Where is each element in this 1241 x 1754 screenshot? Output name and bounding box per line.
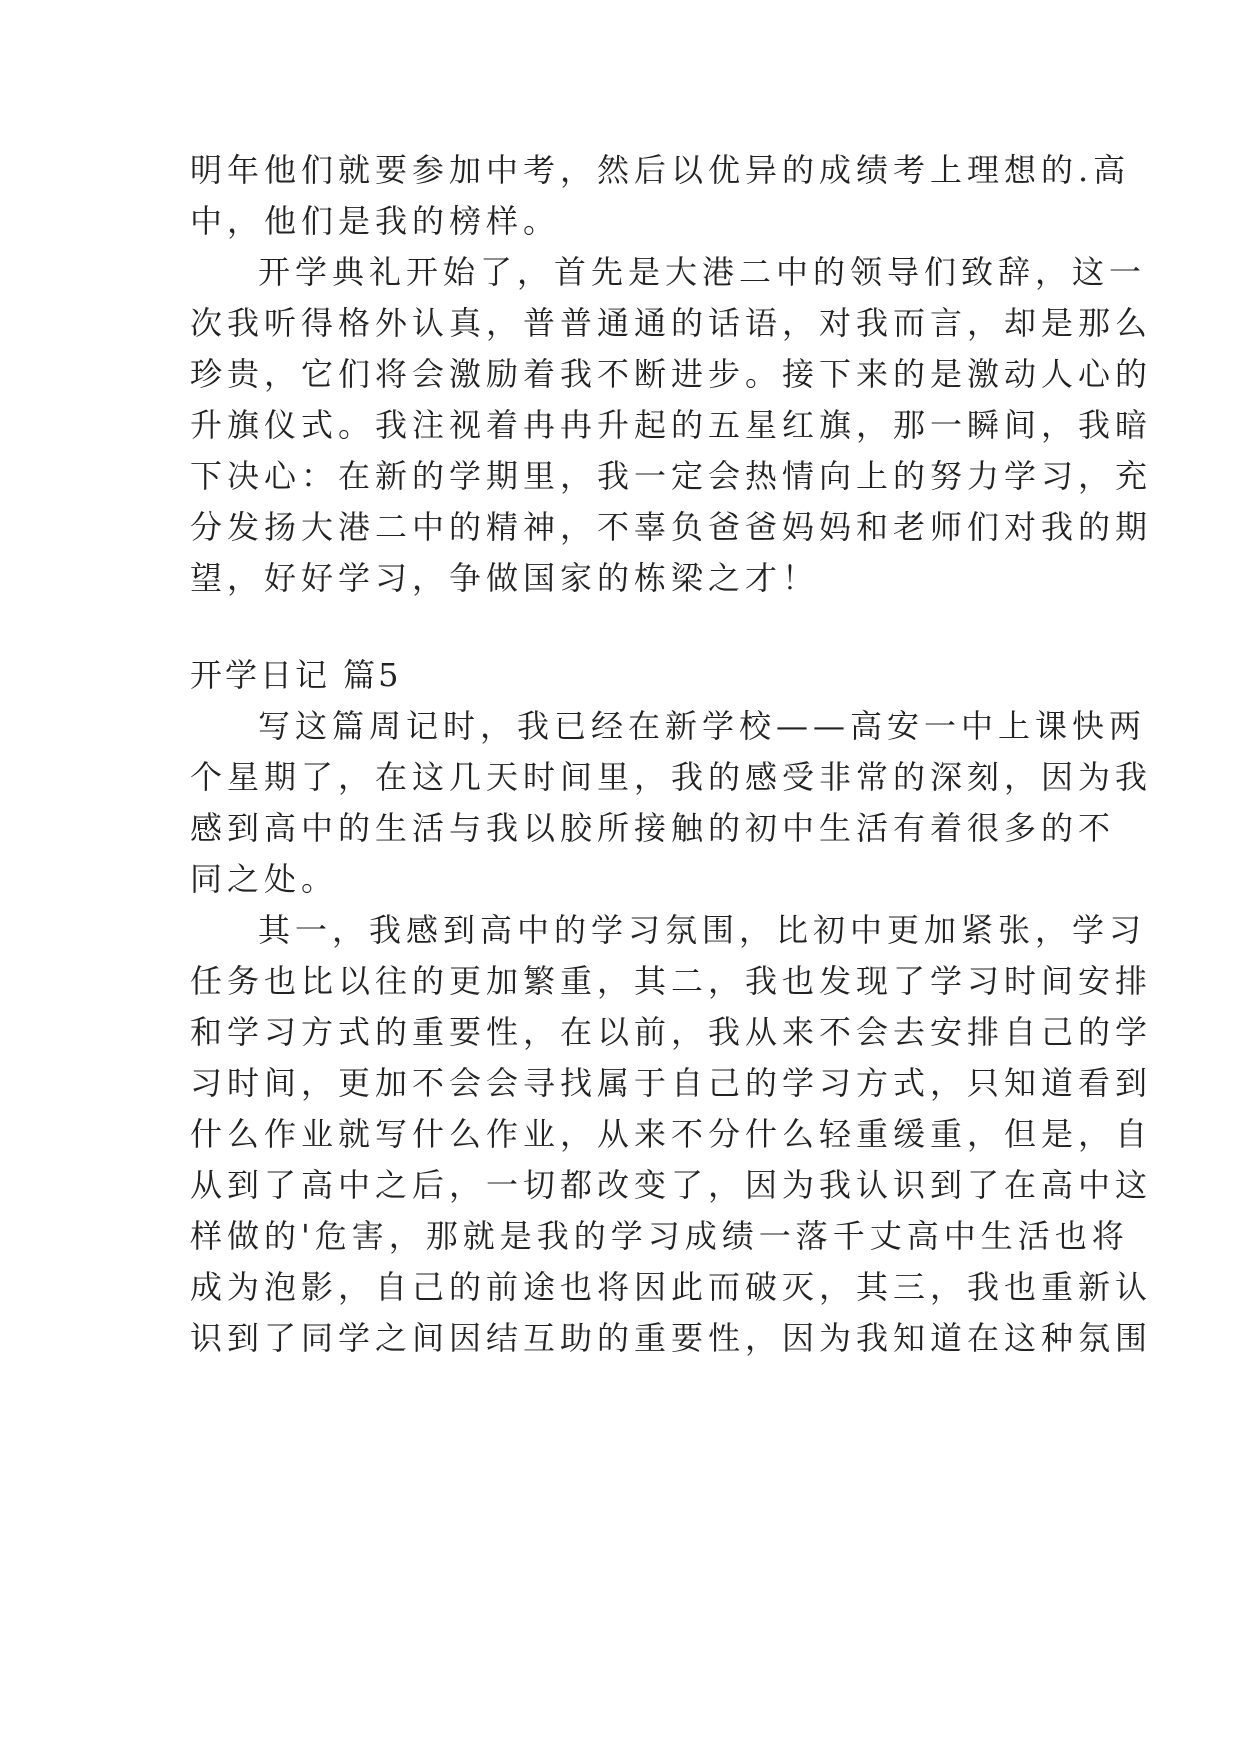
text-line: 望，好好学习，争做国家的栋梁之才！ [190, 559, 820, 597]
text-line: 下决心：在新的学期里，我一定会热情向上的努力学习，充 [190, 457, 1153, 495]
text-line: 成为泡影，自己的前途也将因此而破灭，其三，我也重新认 [190, 1268, 1153, 1306]
text-line: 识到了同学之间因结互助的重要性，因为我知道在这种氛围 [190, 1319, 1153, 1357]
text-line: 个星期了，在这几天时间里，我的感受非常的深刻，因为我 [190, 758, 1153, 796]
paragraph-start-line: 开学典礼开始了，首先是大港二中的领导们致辞，这一 [258, 253, 1147, 291]
text-line: 任务也比以往的更加繁重，其二，我也发现了学习时间安排 [190, 962, 1153, 1000]
text-line: 感到高中的生活与我以胶所接触的初中生活有着很多的不 [190, 809, 1116, 847]
text-line: 中，他们是我的榜样。 [190, 202, 561, 240]
text-line: 从到了高中之后，一切都改变了，因为我认识到了在高中这 [190, 1166, 1153, 1204]
text-line: 明年他们就要参加中考，然后以优异的成绩考上理想的.高 [190, 151, 1131, 189]
text-line: 次我听得格外认真，普普通通的话语，对我而言，却是那么 [190, 304, 1153, 342]
text-line: 和学习方式的重要性，在以前，我从来不会去安排自己的学 [190, 1013, 1153, 1051]
paragraph-start-line: 其一，我感到高中的学习氛围，比初中更加紧张，学习 [258, 911, 1147, 949]
text-line: 习时间，更加不会会寻找属于自己的学习方式，只知道看到 [190, 1064, 1153, 1102]
text-line: 分发扬大港二中的精神，不辜负爸爸妈妈和老师们对我的期 [190, 508, 1153, 546]
section-heading: 开学日记 篇5 [190, 656, 402, 694]
text-line: 升旗仪式。我注视着冉冉升起的五星红旗，那一瞬间，我暗 [190, 406, 1153, 444]
paragraph-start-line: 写这篇周记时，我已经在新学校——高安一中上课快两 [258, 707, 1147, 745]
text-line: 同之处。 [190, 860, 339, 898]
text-line: 样做的'危害，那就是我的学习成绩一落千丈高中生活也将 [190, 1217, 1129, 1255]
text-line: 珍贵，它们将会激励着我不断进步。接下来的是激动人心的 [190, 355, 1153, 393]
text-line: 什么作业就写什么作业，从来不分什么轻重缓重，但是，自 [190, 1115, 1153, 1153]
